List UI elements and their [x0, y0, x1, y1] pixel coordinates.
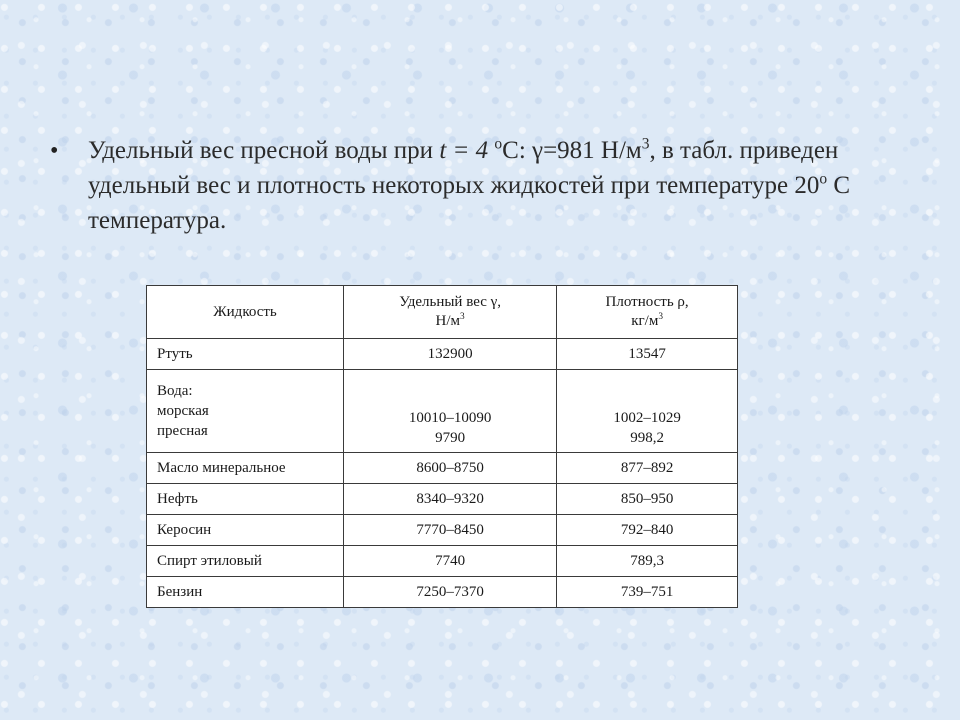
row-weight: 8600–8750 [344, 453, 557, 484]
bullet-icon: • [50, 138, 59, 164]
header-weight-unit: Н/м [435, 313, 461, 329]
bullet-text [88, 133, 910, 238]
table-row-water [147, 370, 738, 453]
intro-temperature-var: t = 4 [439, 137, 489, 164]
table-row [147, 339, 738, 370]
row-name: Керосин [147, 515, 344, 546]
row-weight: 7770–8450 [344, 515, 557, 546]
row-weight-water [344, 370, 557, 453]
liquids-table [146, 285, 738, 608]
water-label: Вода: [157, 383, 193, 399]
header-density-line1: Плотность ρ, [605, 294, 689, 310]
table-row [147, 484, 738, 515]
row-density: 739–751 [557, 577, 738, 608]
water-sea-weight: 10010–10090 [408, 410, 492, 426]
row-name: Ртуть [147, 339, 344, 370]
water-sea-label: морская [157, 403, 209, 419]
row-density: 877–892 [557, 453, 738, 484]
bullet-paragraph [50, 133, 910, 238]
intro-exponent: 3 [641, 135, 650, 153]
intro-degree-2: o [819, 170, 828, 188]
row-weight: 132900 [344, 339, 557, 370]
water-fresh-weight: 9790 [435, 430, 466, 446]
table-row [147, 577, 738, 608]
row-weight: 7250–7370 [344, 577, 557, 608]
table-row [147, 546, 738, 577]
intro-degree: o [494, 135, 503, 153]
row-weight: 8340–9320 [344, 484, 557, 515]
row-name: Нефть [147, 484, 344, 515]
header-specific-weight [344, 286, 557, 339]
intro-text-1: Удельный вес пресной воды при [88, 137, 440, 164]
row-density: 789,3 [557, 546, 738, 577]
table-row [147, 515, 738, 546]
row-density-water [557, 370, 738, 453]
row-density: 13547 [557, 339, 738, 370]
header-density [557, 286, 738, 339]
water-fresh-label: пресная [157, 423, 208, 439]
header-density-exp: 3 [658, 312, 663, 322]
water-fresh-density: 998,2 [630, 430, 664, 446]
row-name: Бензин [147, 577, 344, 608]
water-sea-density: 1002–1029 [613, 410, 681, 426]
header-density-unit: кг/м [631, 313, 659, 329]
intro-text-3: С: [502, 137, 533, 164]
row-name: Масло минеральное [147, 453, 344, 484]
intro-text-4: , в табл. приведен удельный вес и плотность некоторых жидкостей при температуре 20 [88, 137, 839, 199]
row-name-water [147, 370, 344, 453]
header-weight-line1: Удельный вес γ, [399, 294, 502, 310]
header-liquid: Жидкость [147, 286, 344, 339]
row-density: 850–950 [557, 484, 738, 515]
intro-gamma: γ=981 Н/м [532, 137, 642, 164]
intro-text-5: С температура. [88, 172, 851, 234]
row-weight: 7740 [344, 546, 557, 577]
row-name: Спирт этиловый [147, 546, 344, 577]
header-weight-exp: 3 [460, 312, 465, 322]
table-header-row [147, 286, 738, 339]
table-row [147, 453, 738, 484]
row-density: 792–840 [557, 515, 738, 546]
